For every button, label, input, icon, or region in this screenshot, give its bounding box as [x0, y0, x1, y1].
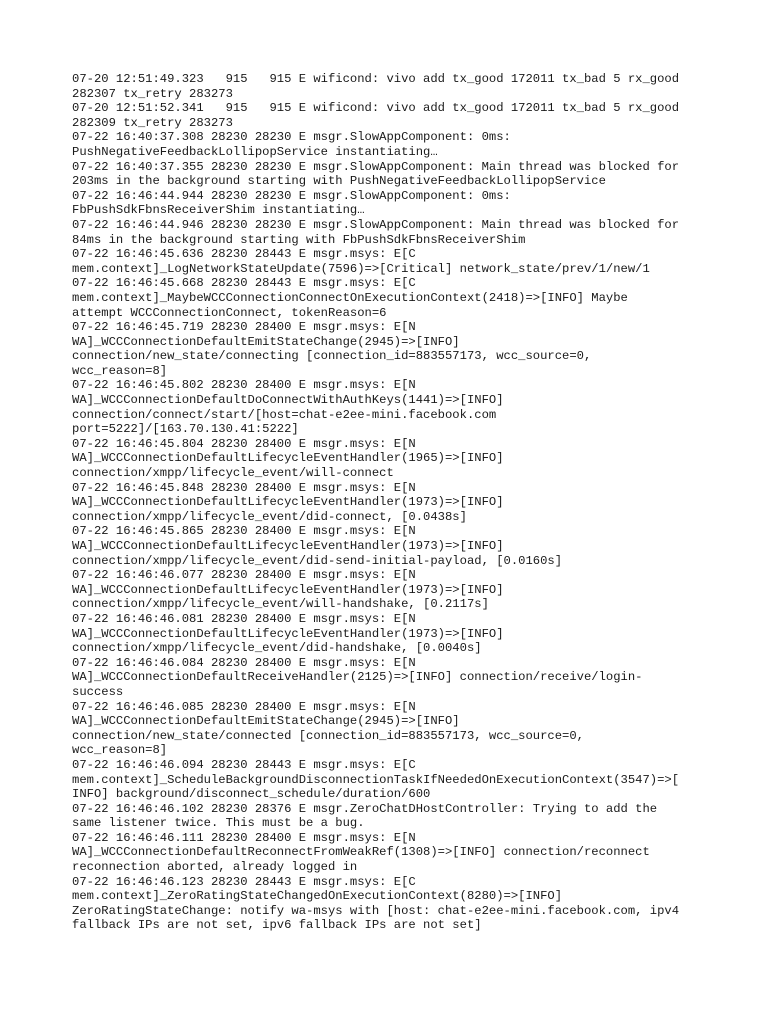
- log-line: success: [72, 684, 124, 699]
- log-line: 203ms in the background starting with PushNegativeFeedbackLollipopService: [72, 174, 606, 189]
- log-line: connection/xmpp/lifecycle_event/did-connect, [0.0438s]: [72, 509, 467, 524]
- log-line: 07-22 16:46:46.094 28230 28443 E msgr.msys: E[C: [72, 757, 416, 772]
- log-line: WA]_WCCConnectionDefaultReceiveHandler(2125)=>[INFO] connection/receive/login-: [72, 670, 643, 685]
- log-line: connection/new_state/connecting [connection_id=883557173, wcc_source=0,: [72, 349, 592, 364]
- log-line: 07-22 16:46:46.123 28230 28443 E msgr.msys: E[C: [72, 874, 416, 889]
- log-line: reconnection aborted, already logged in: [72, 860, 358, 875]
- log-line: wcc_reason=8]: [72, 743, 168, 758]
- log-line: 07-22 16:46:45.802 28230 28400 E msgr.msys: E[N: [72, 378, 416, 393]
- log-line: 07-22 16:46:45.865 28230 28400 E msgr.msys: E[N: [72, 524, 416, 539]
- log-line: wcc_reason=8]: [72, 363, 168, 378]
- log-line: 07-22 16:40:37.308 28230 28230 E msgr.SlowAppComponent: 0ms:: [72, 130, 511, 145]
- log-document: [72, 72, 700, 933]
- log-line: mem.context]_ScheduleBackgroundDisconnectionTaskIfNeededOnExecutionContext(3547)=>[: [72, 772, 680, 787]
- log-line: 07-22 16:46:46.084 28230 28400 E msgr.msys: E[N: [72, 655, 416, 670]
- log-line: 07-22 16:46:44.944 28230 28230 E msgr.SlowAppComponent: 0ms:: [72, 188, 511, 203]
- log-line: 282309 tx_retry 283273: [72, 115, 233, 130]
- log-line: port=5222]/[163.70.130.41:5222]: [72, 422, 299, 437]
- log-line: 07-22 16:46:46.085 28230 28400 E msgr.msys: E[N: [72, 699, 416, 714]
- log-line: 07-22 16:46:45.668 28230 28443 E msgr.msys: E[C: [72, 276, 416, 291]
- log-line: 07-22 16:46:45.636 28230 28443 E msgr.msys: E[C: [72, 247, 416, 262]
- log-line: PushNegativeFeedbackLollipopService instantiating…: [72, 144, 438, 159]
- log-line: mem.context]_LogNetworkStateUpdate(7596)=>[Critical] network_state/prev/1/new/1: [72, 261, 650, 276]
- log-line: WA]_WCCConnectionDefaultReconnectFromWeakRef(1308)=>[INFO] connection/reconnect: [72, 845, 650, 860]
- log-line: connection/xmpp/lifecycle_event/will-handshake, [0.2117s]: [72, 597, 489, 612]
- log-line: WA]_WCCConnectionDefaultDoConnectWithAuthKeys(1441)=>[INFO]: [72, 393, 504, 408]
- log-line: 07-22 16:46:45.848 28230 28400 E msgr.msys: E[N: [72, 480, 416, 495]
- log-line: connection/xmpp/lifecycle_event/did-send-initial-payload, [0.0160s]: [72, 553, 563, 568]
- log-line: connection/connect/start/[host=chat-e2ee-mini.facebook.com: [72, 407, 497, 422]
- log-line: WA]_WCCConnectionDefaultLifecycleEventHandler(1973)=>[INFO]: [72, 539, 504, 553]
- log-line: attempt WCCConnectionConnect, tokenReason=6: [72, 305, 387, 320]
- log-line: same listener twice. This must be a bug.: [72, 816, 365, 831]
- log-line: WA]_WCCConnectionDefaultLifecycleEventHandler(1973)=>[INFO]: [72, 626, 504, 641]
- log-line: 07-22 16:46:45.804 28230 28400 E msgr.msys: E[N: [72, 436, 416, 451]
- log-line: 07-22 16:46:46.077 28230 28400 E msgr.msys: E[N: [72, 568, 416, 583]
- log-line: fallback IPs are not set, ipv6 fallback IPs are not set]: [72, 918, 482, 933]
- log-line: mem.context]_ZeroRatingStateChangedOnExecutionContext(8280)=>[INFO]: [72, 889, 563, 904]
- log-line: 07-22 16:46:45.719 28230 28400 E msgr.msys: E[N: [72, 320, 416, 335]
- log-line: WA]_WCCConnectionDefaultLifecycleEventHandler(1973)=>[INFO]: [72, 582, 504, 597]
- log-line: 07-22 16:46:44.946 28230 28230 E msgr.SlowAppComponent: Main thread was blocked for: [72, 217, 680, 232]
- log-line: 07-20 12:51:52.341 915 915 E wificond: vivo add tx_good 172011 tx_bad 5 rx_good: [72, 101, 680, 116]
- log-line: connection/new_state/connected [connection_id=883557173, wcc_source=0,: [72, 728, 584, 743]
- log-line: WA]_WCCConnectionDefaultEmitStateChange(2945)=>[INFO]: [72, 334, 460, 349]
- log-line: 07-22 16:46:46.111 28230 28400 E msgr.msys: E[N: [72, 830, 416, 845]
- log-text-block: [72, 72, 700, 933]
- log-line: WA]_WCCConnectionDefaultLifecycleEventHandler(1965)=>[INFO]: [72, 451, 504, 466]
- log-line: FbPushSdkFbnsReceiverShim instantiating…: [72, 203, 365, 218]
- log-line: 07-22 16:46:46.102 28230 28376 E msgr.ZeroChatDHostController: Trying to add the: [72, 801, 658, 816]
- log-line: mem.context]_MaybeWCCConnectionConnectOnExecutionContext(2418)=>[INFO] Maybe: [72, 290, 628, 305]
- log-line: ZeroRatingStateChange: notify wa-msys with [host: chat-e2ee-mini.facebook.com, ipv4: [72, 903, 680, 918]
- log-line: 07-22 16:46:46.081 28230 28400 E msgr.msys: E[N: [72, 611, 416, 626]
- log-line: 84ms in the background starting with FbPushSdkFbnsReceiverShim: [72, 232, 526, 247]
- log-line: 07-22 16:40:37.355 28230 28230 E msgr.SlowAppComponent: Main thread was blocked for: [72, 159, 680, 174]
- log-line: 07-20 12:51:49.323 915 915 E wificond: vivo add tx_good 172011 tx_bad 5 rx_good: [72, 72, 680, 86]
- log-line: connection/xmpp/lifecycle_event/will-connect: [72, 466, 394, 481]
- log-line: 282307 tx_retry 283273: [72, 86, 233, 101]
- log-line: WA]_WCCConnectionDefaultEmitStateChange(2945)=>[INFO]: [72, 714, 460, 729]
- log-line: connection/xmpp/lifecycle_event/did-handshake, [0.0040s]: [72, 641, 482, 656]
- log-line: INFO] background/disconnect_schedule/duration/600: [72, 787, 431, 802]
- log-line: WA]_WCCConnectionDefaultLifecycleEventHandler(1973)=>[INFO]: [72, 495, 504, 510]
